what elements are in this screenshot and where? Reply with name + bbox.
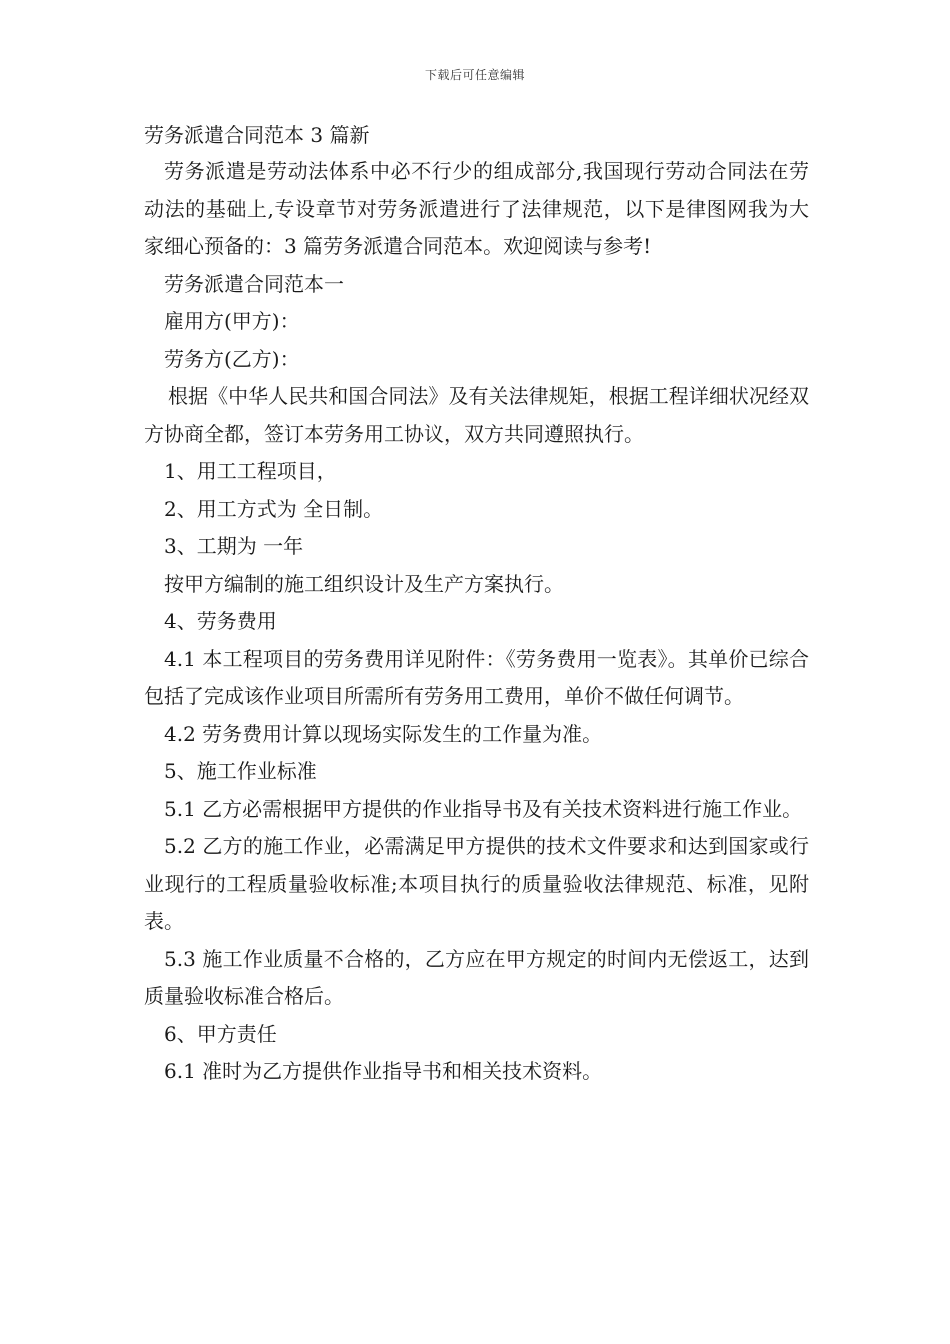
clause-2: 2、用工方式为 全日制。 [164, 496, 384, 521]
clause-3-detail: 按甲方编制的施工组织设计及生产方案执行。 [164, 571, 564, 596]
section-heading: 劳务派遣合同范本一 [164, 271, 344, 296]
clause-6-1: 6.1 准时为乙方提供作业指导书和相关技术资料。 [164, 1059, 603, 1083]
clause-5-2: 5.2 乙方的施工作业，必需满足甲方提供的技术文件要求和达到国家或行业现行的工程质量验收标准;本项目执行的质量验收法律规范、标准，见附表。 [144, 834, 809, 933]
clause-4: 4、劳务费用 [164, 609, 277, 633]
clause-3: 3、工期为 一年 [164, 534, 304, 558]
clause-1: 1、用工工程项目， [164, 459, 337, 483]
contract-preamble: 根据《中华人民共和国合同法》及有关法律规矩，根据工程详细状况经双方协商全都，签订本劳务用工协议，双方共同遵照执行。 [144, 384, 809, 446]
clause-6: 6、甲方责任 [164, 1021, 277, 1046]
clause-5-3: 5.3 施工作业质量不合格的，乙方应在甲方规定的时间内无偿返工，达到质量验收标准合格后。 [144, 946, 809, 1008]
page-header: 下载后可任意编辑 [424, 68, 525, 82]
document-body [144, 153, 809, 1091]
party-a-line: 雇用方(甲方)： [164, 309, 300, 333]
clause-5-1: 5.1 乙方必需根据甲方提供的作业指导书及有关技术资料进行施工作业。 [164, 796, 803, 821]
clause-4-1: 4.1 本工程项目的劳务费用详见附件：《劳务费用一览表》。其单价已综合包括了完成该作业项目所需所有劳务用工费用，单价不做任何调节。 [144, 646, 809, 708]
document-title: 劳务派遣合同范本 3 篇新 [144, 123, 370, 147]
party-b-line: 劳务方(乙方)： [164, 346, 300, 371]
intro-paragraph: 劳务派遣是劳动法体系中必不行少的组成部分,我国现行劳动合同法在劳动法的基础上,专设章节对劳务派遣进行了法律规范，以下是律图网我为大家细心预备的：3 篇劳务派遣合同范本。欢迎阅读与参考! [144, 159, 809, 258]
clause-5: 5、施工作业标准 [164, 759, 317, 783]
clause-4-2: 4.2 劳务费用计算以现场实际发生的工作量为准。 [164, 721, 603, 746]
